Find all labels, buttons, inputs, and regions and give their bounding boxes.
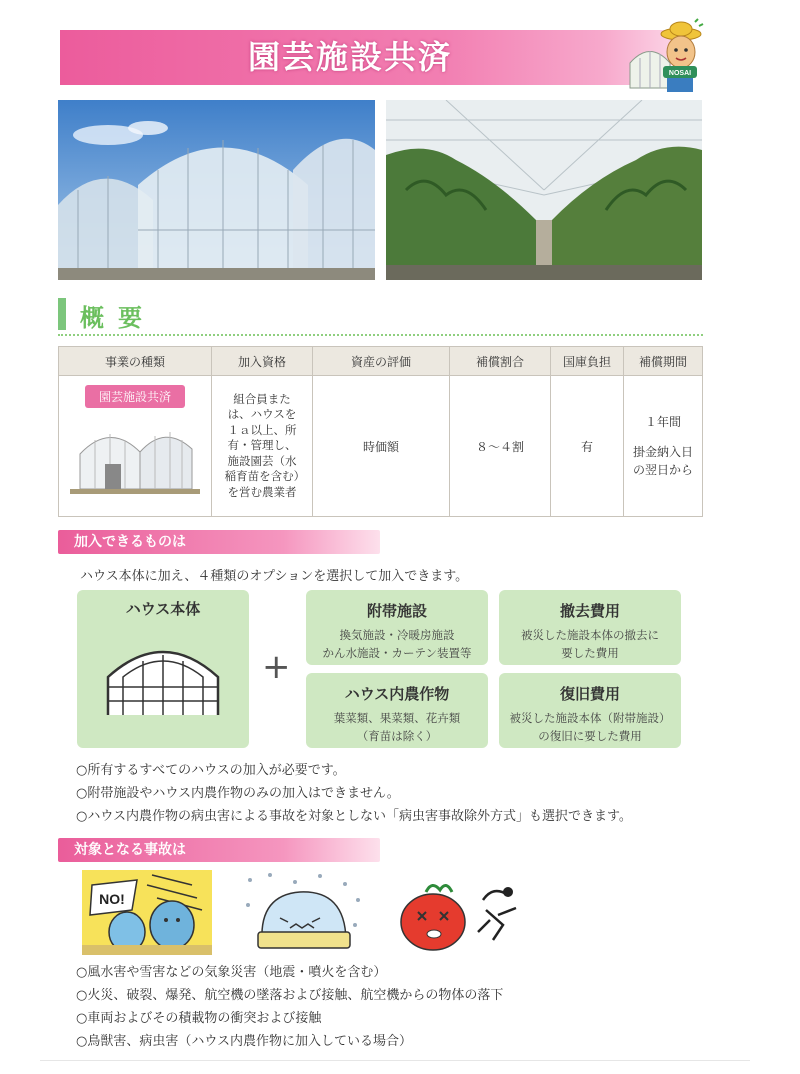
header-cell: 加入資格: [212, 347, 313, 376]
overview-table: [58, 346, 703, 517]
qualification-cell: 組合員または、ハウスを１ａ以上、所有・管理し、施設園芸（水稲育苗を含む）を営む農業者: [212, 376, 313, 517]
header-cell: 資産の評価: [313, 347, 450, 376]
option-desc: [499, 627, 681, 663]
option-box: [306, 673, 488, 748]
plus-sign: +: [262, 647, 291, 687]
greenhouse-outline-icon: [103, 637, 223, 717]
mascot-icon: [625, 18, 705, 98]
overview-heading: 概要: [80, 304, 156, 332]
subsidy-cell: 有: [551, 376, 624, 517]
join-heading: 加入できるものは: [58, 530, 380, 554]
option-title: 附帯施設: [366, 602, 427, 620]
dotted-divider: [58, 334, 703, 336]
mascot-label: NOSAI: [668, 70, 692, 77]
section-marker: [58, 298, 66, 330]
option-desc-line: 要した費用: [561, 645, 619, 660]
accident-item: ○鳥獣害、病虫害（ハウス内農作物に加入している場合）: [76, 1034, 412, 1049]
option-desc-line: 被災した施設本体の撤去に: [521, 628, 659, 642]
house-body-title: ハウス本体: [125, 600, 201, 618]
accident-item: ○車両およびその積載物の衝突および接触: [76, 1011, 322, 1026]
option-box: [499, 590, 681, 665]
accident-list: [76, 961, 503, 1053]
page-title: 園芸施設共済: [247, 38, 452, 76]
option-box: [306, 590, 488, 665]
header-cell: 補償割合: [450, 347, 551, 376]
option-desc: [306, 627, 488, 663]
note-item: ○ハウス内農作物の病虫害による事故を対象としない「病虫害事故除外方式」も選択できます。: [76, 809, 632, 824]
option-box: [499, 673, 681, 748]
pest-illustration: [398, 870, 523, 955]
house-body-box: [77, 590, 249, 748]
option-title: ハウス内農作物: [344, 685, 450, 703]
accident-item: ○火災、破裂、爆発、航空機の墜落および接触、航空機からの物体の落下: [76, 988, 504, 1003]
period-note: の翌日から: [632, 463, 693, 477]
no-sign-text: NO!: [99, 891, 125, 907]
accident-item: ○風水害や雪害などの気象災害（地震・噴火を含む）: [76, 965, 387, 980]
greenhouse-icon: [70, 414, 200, 494]
option-desc-line: 被災した施設本体（附帯施設）: [509, 711, 671, 725]
option-desc-line: かん水施設・カーテン装置等: [322, 645, 472, 660]
greenhouse-exterior-photo: [58, 100, 375, 280]
join-lead-text: ハウス本体に加え、４種類のオプションを選択して加入できます。: [80, 569, 469, 584]
note-item: ○所有するすべてのハウスの加入が必要です。: [76, 763, 346, 778]
option-desc: [306, 710, 488, 746]
option-desc-line: 葉菜類、果菜類、花卉類: [333, 711, 461, 725]
header-cell: 補償期間: [624, 347, 703, 376]
ratio-cell: ８～４割: [450, 376, 551, 517]
type-cell: [59, 376, 212, 517]
option-desc-line: （育苗は除く）: [356, 728, 438, 743]
accidents-heading: 対象となる事故は: [58, 838, 380, 862]
option-desc-line: 換気施設・冷暖房施設: [339, 628, 455, 642]
option-desc-line: の復旧に要した費用: [538, 728, 642, 743]
option-title: 復旧費用: [559, 685, 620, 703]
option-desc: [499, 710, 681, 746]
snow-illustration: [240, 870, 368, 955]
storm-illustration: [82, 870, 212, 955]
bottom-divider: [40, 1060, 750, 1061]
header-cell: 事業の種類: [59, 347, 212, 376]
join-notes: [76, 759, 632, 828]
note-item: ○附帯施設やハウス内農作物のみの加入はできません。: [76, 786, 400, 801]
period-cell: [624, 376, 703, 517]
type-label: 園芸施設共済: [85, 385, 185, 408]
table-header-row: [59, 347, 703, 376]
period-main: １年間: [644, 415, 681, 429]
period-note: 掛金納入日: [632, 445, 693, 459]
header-cell: 国庫負担: [551, 347, 624, 376]
table-row: [59, 376, 703, 517]
greenhouse-interior-photo: [386, 100, 702, 280]
option-title: 撤去費用: [559, 602, 620, 620]
valuation-cell: 時価額: [313, 376, 450, 517]
